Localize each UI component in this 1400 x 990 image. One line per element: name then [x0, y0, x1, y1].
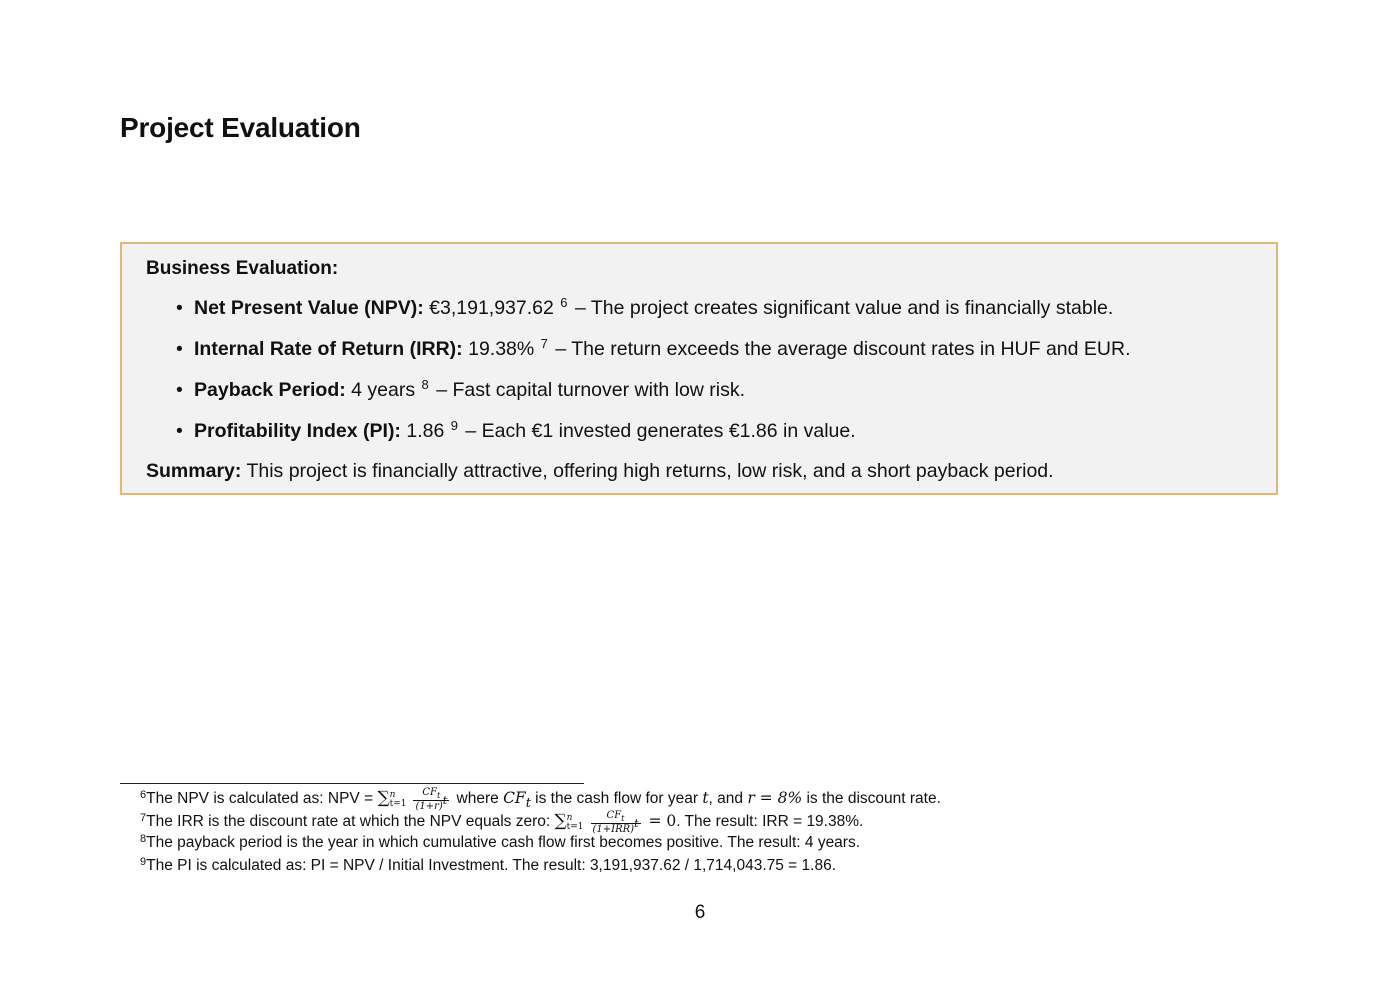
footnotes	[140, 787, 1290, 877]
summation-symbol: ∑	[554, 810, 567, 831]
footnote-8	[140, 832, 1290, 855]
footnote-mark: 7	[140, 811, 147, 824]
summary-text: This project is financially attractive, offering high returns, low risk, and a short payback period.	[246, 460, 1054, 482]
bullet: •	[176, 297, 183, 319]
footnote-reference[interactable]: 6	[560, 295, 568, 310]
sum-limits	[567, 814, 584, 832]
metric-comment: – The return exceeds the average discount rates in HUF and EUR.	[555, 338, 1131, 360]
metric-npv	[122, 296, 1131, 337]
numerator-sub: t	[436, 790, 441, 800]
fraction	[413, 788, 449, 812]
metric-list	[122, 296, 1131, 460]
footnote-text: The IRR is the discount rate at which the NPV equals zero:	[146, 812, 555, 830]
footnote-text: , and	[708, 790, 748, 807]
numerator-sub: t	[621, 812, 625, 823]
denominator-sup: t	[634, 816, 639, 830]
math-equals-zero: = 0	[643, 811, 677, 830]
metric-irr	[122, 337, 1131, 378]
footnote-reference[interactable]: 9	[450, 418, 458, 433]
metric-value: 4 years	[351, 379, 416, 401]
math-rate: r = 8%	[747, 789, 803, 807]
metric-comment: – The project creates significant value and is financially stable.	[574, 297, 1114, 319]
metric-value: €3,191,937.62	[429, 297, 554, 319]
metric-label: Internal Rate of Return (IRR):	[194, 338, 463, 360]
metric-label: Net Present Value (NPV):	[194, 297, 424, 319]
metric-value: 19.38%	[468, 338, 535, 360]
math-t: t	[702, 789, 709, 807]
footnote-reference[interactable]: 7	[540, 336, 548, 351]
denominator-sup: t	[442, 794, 448, 807]
metric-comment: – Each €1 invested generates €1.86 in value.	[465, 420, 856, 442]
sum-upper: n	[389, 790, 396, 800]
metric-payback	[122, 378, 1131, 419]
footnote-text: where	[452, 790, 504, 807]
box-heading: Business Evaluation:	[146, 258, 339, 279]
numerator-text: CF	[606, 809, 622, 821]
fraction	[591, 811, 641, 835]
math-cf: CF	[503, 789, 526, 807]
numerator-text: CF	[422, 787, 437, 798]
bullet: •	[176, 338, 183, 360]
footnote-mark: 8	[140, 833, 147, 845]
summary-label: Summary:	[146, 460, 242, 482]
footnote-text: The NPV is calculated as: NPV =	[146, 790, 378, 807]
summation-symbol: ∑	[377, 788, 390, 808]
page-number: 6	[694, 902, 706, 923]
sum-upper: n	[566, 812, 573, 823]
sum-lower: t=1	[566, 821, 584, 832]
metric-label: Payback Period:	[194, 379, 346, 401]
footnote-6	[140, 787, 1290, 810]
footnote-text: is the discount rate.	[802, 790, 941, 807]
metric-label: Profitability Index (PI):	[194, 420, 401, 442]
footnote-divider	[120, 783, 584, 784]
denominator-text: (1+r)	[415, 801, 443, 812]
bullet: •	[176, 379, 183, 401]
metric-comment: – Fast capital turnover with low risk.	[436, 379, 746, 401]
footnote-reference[interactable]: 8	[421, 377, 429, 392]
footnote-text: The PI is calculated as: PI = NPV / Initial Investment. The result: 3,191,937.62 / 1,714,043.75 = 1.86.	[146, 856, 837, 874]
footnote-text: . The result: IRR = 19.38%.	[676, 812, 864, 830]
metric-pi	[122, 419, 1131, 460]
bullet: •	[176, 420, 183, 442]
footnote-9	[140, 855, 1290, 878]
footnote-text: The payback period is the year in which cumulative cash flow first becomes positive. The result: 4 years.	[146, 834, 861, 851]
metric-value: 1.86	[406, 420, 445, 442]
summary	[146, 459, 1054, 483]
denominator-text: (1+IRR)	[592, 823, 635, 835]
sum-limits	[390, 791, 407, 809]
section-title: Project Evaluation	[120, 112, 361, 143]
math-cf-sub: t	[525, 796, 531, 812]
sum-lower: t=1	[389, 799, 407, 809]
footnote-mark: 6	[140, 789, 147, 801]
business-evaluation-box	[120, 242, 1278, 495]
footnote-mark: 9	[140, 855, 147, 868]
footnote-text: is the cash flow for year	[530, 790, 703, 807]
footnote-7	[140, 810, 1290, 833]
